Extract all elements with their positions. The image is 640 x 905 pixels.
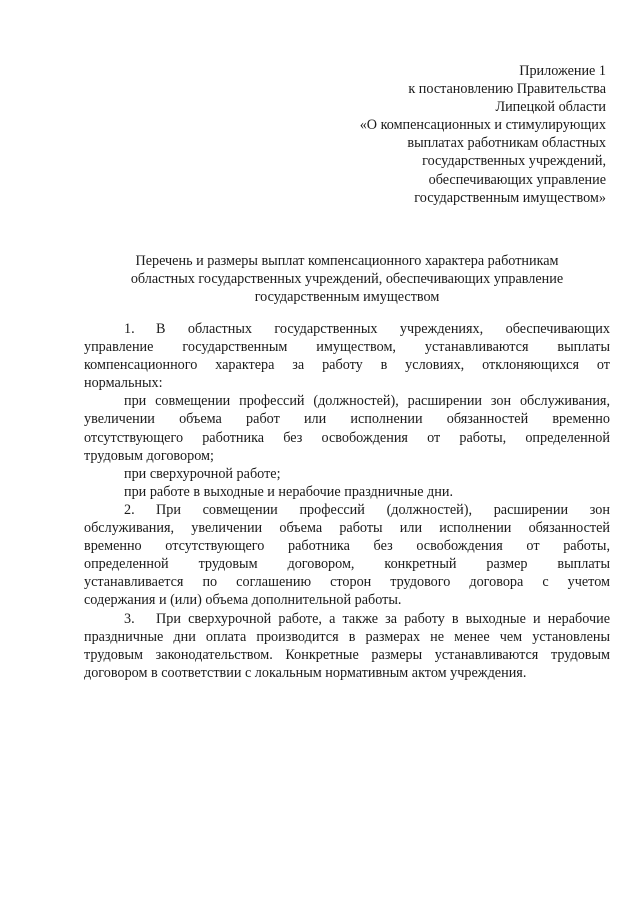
document-body bbox=[84, 320, 610, 682]
paragraph-line: увеличении объема работ или исполнении обязанностей временно bbox=[84, 411, 610, 428]
paragraph-line: трудовым договором; bbox=[84, 447, 214, 464]
paragraph-1a bbox=[84, 392, 610, 464]
appendix-line: «О компенсационных и стимулирующих bbox=[359, 117, 606, 134]
appendix-line: Липецкой области bbox=[495, 99, 606, 116]
paragraph-line: определенной трудовым договором, конкретный размер выплаты bbox=[84, 556, 610, 573]
paragraph-line: трудовым законодательством. Конкретные размеры устанавливаются трудовым bbox=[84, 646, 610, 663]
paragraph-line: 3. При сверхурочной работе, а также за работу в выходные и нерабочие bbox=[124, 610, 610, 627]
paragraph-line: управление государственным имуществом, устанавливаются выплаты bbox=[84, 339, 610, 356]
paragraph-1b: при сверхурочной работе; bbox=[124, 465, 281, 482]
paragraph-line: праздничные дни оплата производится в размерах не менее чем установлены bbox=[84, 628, 610, 645]
paragraph-line: компенсационного характера за работу в условиях, отклоняющихся от bbox=[84, 357, 610, 374]
paragraph-number: 1. bbox=[124, 321, 135, 337]
paragraph-line: временно отсутствующего работника без освобождения от работы, bbox=[84, 538, 610, 555]
paragraph-line: 1. В областных государственных учреждениях, обеспечивающих bbox=[124, 321, 610, 337]
appendix-line: государственным имуществом» bbox=[414, 189, 606, 206]
paragraph-line: 2. При совмещении профессий (должностей), расширении зон bbox=[124, 501, 610, 518]
paragraph-line: устанавливается по соглашению сторон трудового договора с учетом bbox=[84, 574, 610, 591]
paragraph-line: нормальных: bbox=[84, 375, 163, 392]
appendix-line: обеспечивающих управление bbox=[428, 171, 606, 188]
appendix-line: выплатах работникам областных bbox=[407, 135, 606, 152]
paragraph-2 bbox=[84, 501, 610, 610]
appendix-line: Приложение 1 bbox=[519, 63, 606, 79]
title-line: государственным имуществом bbox=[254, 289, 440, 306]
paragraph-line: договором в соответствии с локальным нормативным актом учреждения. bbox=[84, 664, 527, 681]
paragraph-3 bbox=[84, 610, 610, 682]
paragraph-line: отсутствующего работника без освобождения от работы, определенной bbox=[84, 429, 610, 446]
title-line: Перечень и размеры выплат компенсационного характера работникам bbox=[135, 253, 559, 269]
appendix-header bbox=[306, 62, 606, 207]
paragraph-1 bbox=[84, 320, 610, 392]
appendix-line: государственных учреждений, bbox=[422, 153, 606, 170]
appendix-line: к постановлению Правительства bbox=[408, 81, 606, 98]
paragraph-number: 2. bbox=[124, 501, 135, 518]
paragraph-line: обслуживания, увеличении объема работы или исполнении обязанностей bbox=[84, 520, 610, 537]
paragraph-line: при совмещении профессий (должностей), расширении зон обслуживания, bbox=[124, 393, 610, 410]
title-line: областных государственных учреждений, обеспечивающих управление bbox=[130, 271, 564, 288]
paragraph-number: 3. bbox=[124, 610, 135, 627]
document-title bbox=[84, 252, 610, 306]
paragraph-line: содержания и (или) объема дополнительной работы. bbox=[84, 592, 402, 609]
paragraph-1c: при работе в выходные и нерабочие праздничные дни. bbox=[124, 483, 454, 500]
